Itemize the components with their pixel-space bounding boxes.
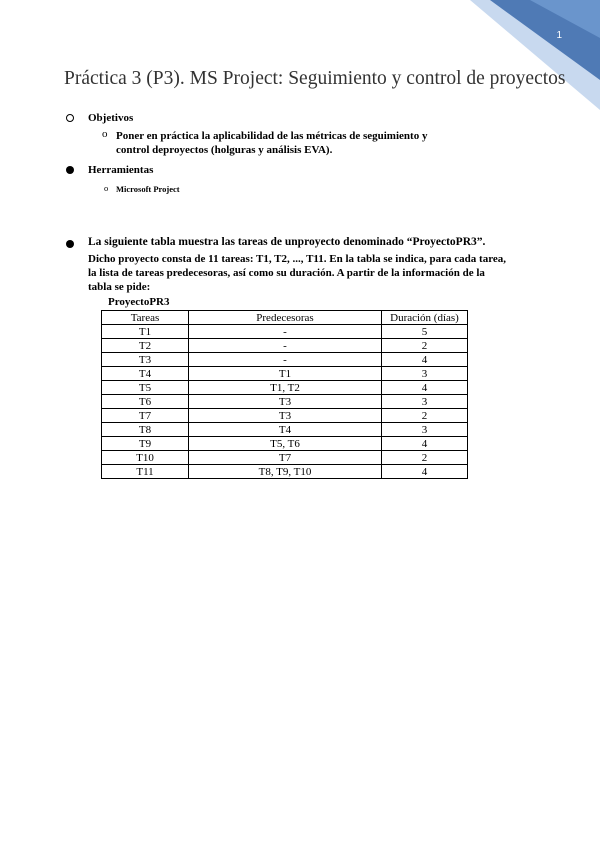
cell-duracion: 4 <box>382 381 468 395</box>
cell-predecesoras: - <box>189 339 382 353</box>
table-row <box>102 409 468 423</box>
cell-tarea: T1 <box>102 325 189 339</box>
cell-predecesoras: T1 <box>189 367 382 381</box>
objetivos-line-1: Poner en práctica la aplicabilidad de las métricas de seguimiento y <box>116 130 428 142</box>
table-row <box>102 395 468 409</box>
cell-predecesoras: T8, T9, T10 <box>189 465 382 479</box>
circle-bullet-icon: o <box>104 183 109 193</box>
cell-predecesoras: T3 <box>189 409 382 423</box>
cell-tarea: T8 <box>102 423 189 437</box>
section-objetivos <box>66 112 133 124</box>
cell-tarea: T7 <box>102 409 189 423</box>
cell-duracion: 3 <box>382 367 468 381</box>
cell-tarea: T9 <box>102 437 189 451</box>
section-herramientas-label: Herramientas <box>88 164 154 176</box>
section-herramientas <box>66 164 153 176</box>
header-predecesoras: Predecesoras <box>189 311 382 325</box>
corner-decoration <box>460 0 600 110</box>
table-row <box>102 451 468 465</box>
cell-duracion: 4 <box>382 465 468 479</box>
cell-predecesoras: T3 <box>189 395 382 409</box>
objetivos-line-2: control deproyectos (holguras y análisis EVA). <box>116 144 333 156</box>
cell-duracion: 3 <box>382 423 468 437</box>
cell-duracion: 5 <box>382 325 468 339</box>
cell-tarea: T10 <box>102 451 189 465</box>
table-row <box>102 465 468 479</box>
table-row <box>102 423 468 437</box>
objetivos-text <box>116 129 427 157</box>
header-tareas: Tareas <box>102 311 189 325</box>
enunciado-text: Dicho proyecto consta de 11 tareas: T1, T2, ..., T11. En la tabla se indica, para cada tarea, la lista de tareas predecesoras, así como su duración. A partir de la información de la tabla se pide: <box>88 253 507 293</box>
cell-predecesoras: - <box>189 325 382 339</box>
filled-circle-icon <box>66 240 74 248</box>
cell-predecesoras: T1, T2 <box>189 381 382 395</box>
table-row <box>102 353 468 367</box>
table-row <box>102 325 468 339</box>
table-row <box>102 381 468 395</box>
enunciado-heading: La siguiente tabla muestra las tareas de unproyecto denominado “ProyectoPR3”. <box>88 236 486 248</box>
cell-tarea: T6 <box>102 395 189 409</box>
table-header-row <box>102 311 468 325</box>
filled-circle-icon <box>66 166 74 174</box>
table-caption: ProyectoPR3 <box>108 296 170 308</box>
cell-predecesoras: T4 <box>189 423 382 437</box>
table-row <box>102 367 468 381</box>
cell-duracion: 2 <box>382 451 468 465</box>
cell-tarea: T3 <box>102 353 189 367</box>
section-objetivos-label: Objetivos <box>88 112 134 124</box>
cell-tarea: T5 <box>102 381 189 395</box>
herramientas-item: Microsoft Project <box>116 184 180 194</box>
cell-duracion: 4 <box>382 353 468 367</box>
tasks-table <box>101 310 468 479</box>
header-duracion: Duración (días) <box>382 311 468 325</box>
cell-tarea: T11 <box>102 465 189 479</box>
table-row <box>102 437 468 451</box>
cell-predecesoras: T5, T6 <box>189 437 382 451</box>
cell-predecesoras: T7 <box>189 451 382 465</box>
table-row <box>102 339 468 353</box>
cell-duracion: 2 <box>382 339 468 353</box>
cell-duracion: 2 <box>382 409 468 423</box>
cell-duracion: 4 <box>382 437 468 451</box>
cell-tarea: T4 <box>102 367 189 381</box>
circle-bullet-icon: o <box>102 128 108 140</box>
page-number: 1 <box>556 30 562 41</box>
page-title: Práctica 3 (P3). MS Project: Seguimiento y control de proyectos <box>64 68 566 89</box>
outline-circle-icon <box>66 114 74 122</box>
cell-duracion: 3 <box>382 395 468 409</box>
cell-predecesoras: - <box>189 353 382 367</box>
cell-tarea: T2 <box>102 339 189 353</box>
